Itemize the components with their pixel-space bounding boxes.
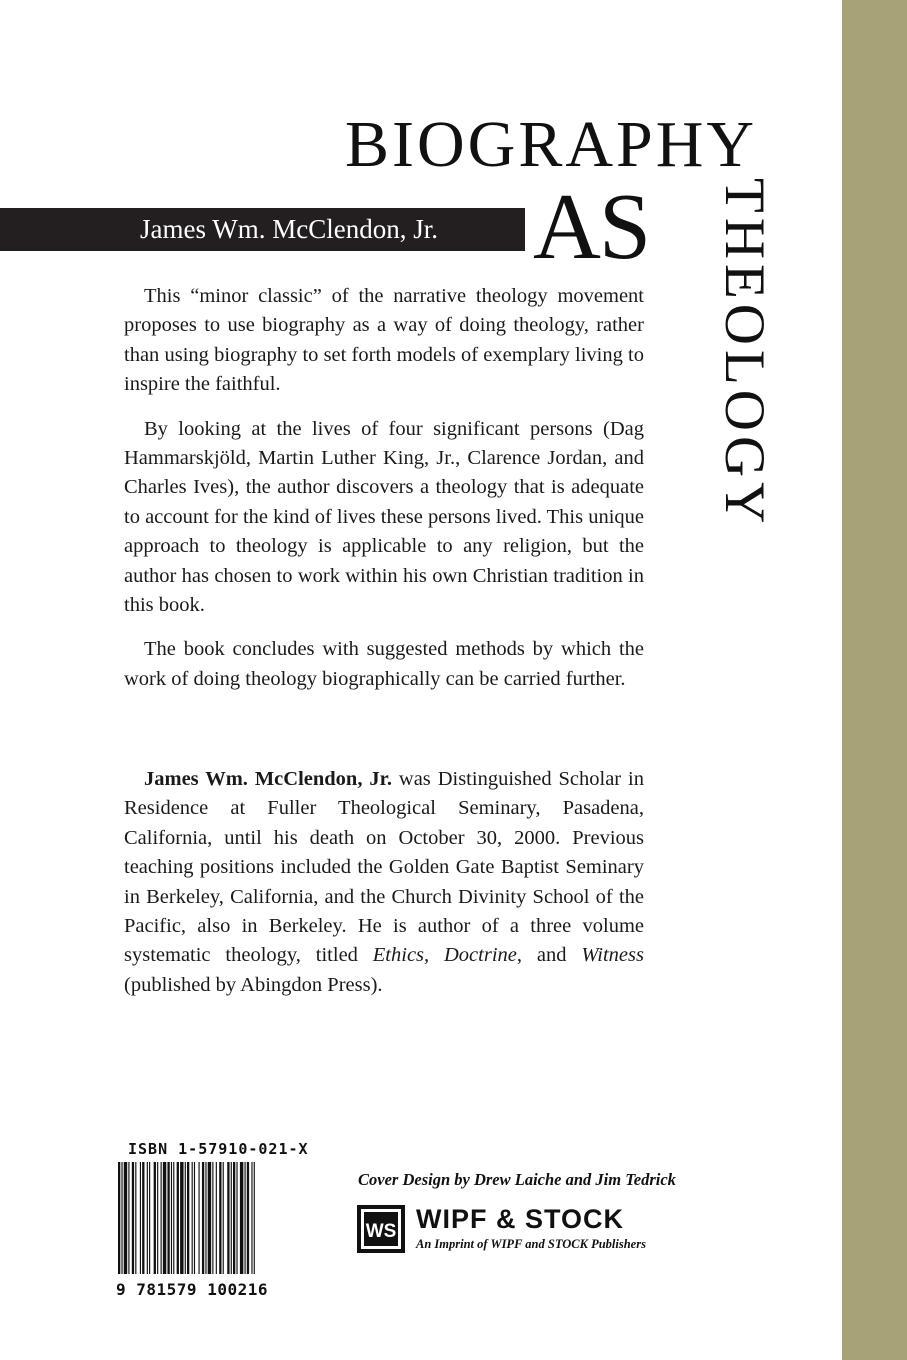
bio-paragraph: [124, 765, 644, 1000]
bio-text: (published by Abingdon Press).: [124, 973, 383, 996]
bio-text: was Distinguished Scholar in Residence at Fuller Theological Seminary, Pasadena, California, until his death on October 30, 2000. Previous teaching positions included the Golden Gate Baptist Seminary in Berkeley, California, and the Church Divinity School of the Pacific, also in Berkeley. He is author of a three volume systematic theology, titled: [124, 768, 644, 967]
description-paragraph: The book concludes with suggested methods by which the work of doing theology biographically can be carried further.: [124, 638, 644, 690]
title-theology: THEOLOGY: [713, 178, 776, 529]
spine-color-band: [842, 0, 907, 1360]
book-description: [124, 282, 644, 709]
barcode: [118, 1162, 310, 1274]
bio-text: , and: [516, 944, 582, 967]
publisher-logo-text: WS: [365, 1221, 397, 1242]
author-bio: [124, 765, 644, 1000]
description-paragraph: This “minor classic” of the narrative theology movement proposes to use biography as a way of doing theology, rather than using biography to set forth models of exemplary living to inspire the faithful.: [124, 285, 644, 396]
barcode-number: 9 781579 100216: [116, 1280, 268, 1299]
publisher-logo-icon: [357, 1205, 405, 1253]
title-as: AS: [533, 175, 650, 279]
publisher-name: WIPF & STOCK: [416, 1204, 625, 1234]
bio-title-witness: Witness: [581, 944, 644, 967]
author-name: James Wm. McClendon, Jr.: [140, 214, 438, 244]
bio-title-ethics-doctrine: Ethics, Doctrine: [372, 944, 517, 967]
description-paragraph: By looking at the lives of four significant persons (Dag Hammarskjöld, Martin Luther King, Jr., Clarence Jordan, and Charles Ives), the author discovers a theology that is adequate to account for the kind of lives these persons lived. This unique approach to theology is applicable to any religion, but the author has chosen to work within his own Christian tradition in this book.: [124, 417, 644, 617]
bio-author-name: James Wm. McClendon, Jr.: [144, 768, 392, 790]
publisher-imprint: An Imprint of WIPF and STOCK Publishers: [416, 1237, 646, 1251]
cover-design-credit: Cover Design by Drew Laiche and Jim Tedrick: [358, 1170, 676, 1189]
title-biography: BIOGRAPHY: [345, 108, 758, 181]
isbn-label: ISBN 1-57910-021-X: [128, 1140, 309, 1158]
